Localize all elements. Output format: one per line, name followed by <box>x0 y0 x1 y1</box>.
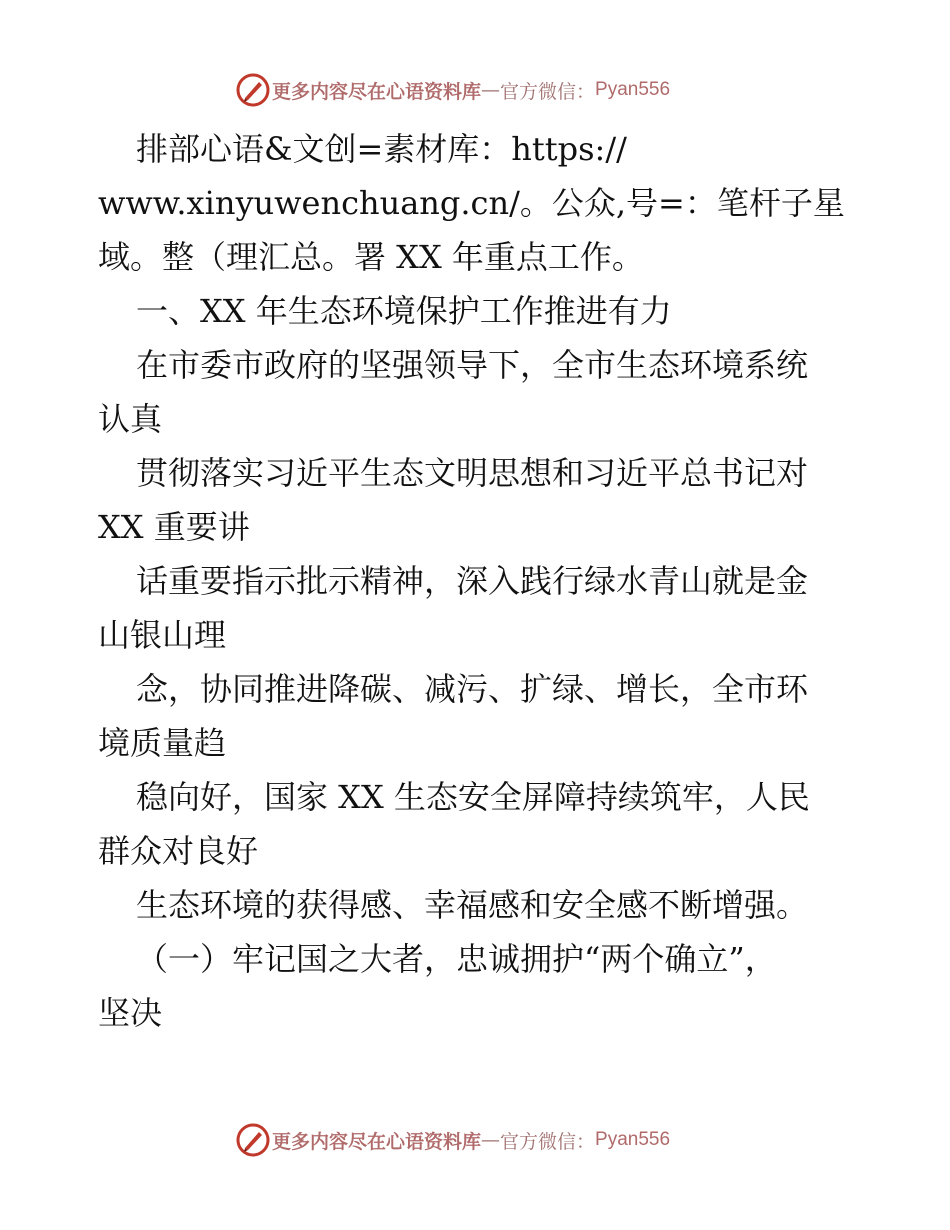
body-line: 贯彻落实习近平生态文明思想和习近平总书记对 <box>136 454 809 492</box>
body-line: 境质量趋 <box>98 724 227 762</box>
quill-logo-icon <box>236 1123 270 1157</box>
body-line: 认真 <box>98 400 163 438</box>
header-dash: — <box>481 79 501 101</box>
subsection-heading: （一）牢记国之大者，忠诚拥护“两个确立”， <box>136 940 777 978</box>
body-line: XX 重要讲 <box>98 508 250 546</box>
section-heading: 一、XX 年生态环境保护工作推进有力 <box>136 292 672 330</box>
body-line: 山银山理 <box>98 616 227 654</box>
footer-dash: — <box>481 1129 501 1151</box>
body-line: 在市委市政府的坚强领导下，全市生态环境系统 <box>136 346 809 384</box>
header-wechat-id: Pyan556 <box>595 79 671 100</box>
body-line: 稳向好，国家 XX 生态安全屏障持续筑牢，人民 <box>136 778 810 816</box>
document-body <box>98 122 854 1040</box>
header-wechat-label: 官方微信： <box>500 80 596 103</box>
footer-wechat-id: Pyan556 <box>595 1129 671 1150</box>
body-line: 坚决 <box>98 994 163 1032</box>
body-line: 排部心语&文创=素材库：https:// <box>136 130 627 168</box>
body-line: 域。整（理汇总。署 XX 年重点工作。 <box>98 238 644 276</box>
body-line: 群众对良好 <box>98 832 259 870</box>
header-brand-text: 更多内容尽在心语资料库 <box>272 80 482 103</box>
body-line: www.xinyuwenchuang.cn/。公众,号=：笔杆子星 <box>98 184 845 222</box>
body-line: 念，协同推进降碳、减污、扩绿、增长，全市环 <box>136 670 809 708</box>
footer-wechat-label: 官方微信： <box>500 1130 596 1153</box>
footer-banner <box>236 1122 716 1158</box>
body-line: 生态环境的获得感、幸福感和安全感不断增强。 <box>136 886 809 924</box>
header-banner <box>236 72 716 108</box>
body-line: 话重要指示批示精神，深入践行绿水青山就是金 <box>136 562 809 600</box>
quill-logo-icon <box>236 73 270 107</box>
footer-brand-text: 更多内容尽在心语资料库 <box>272 1130 482 1153</box>
